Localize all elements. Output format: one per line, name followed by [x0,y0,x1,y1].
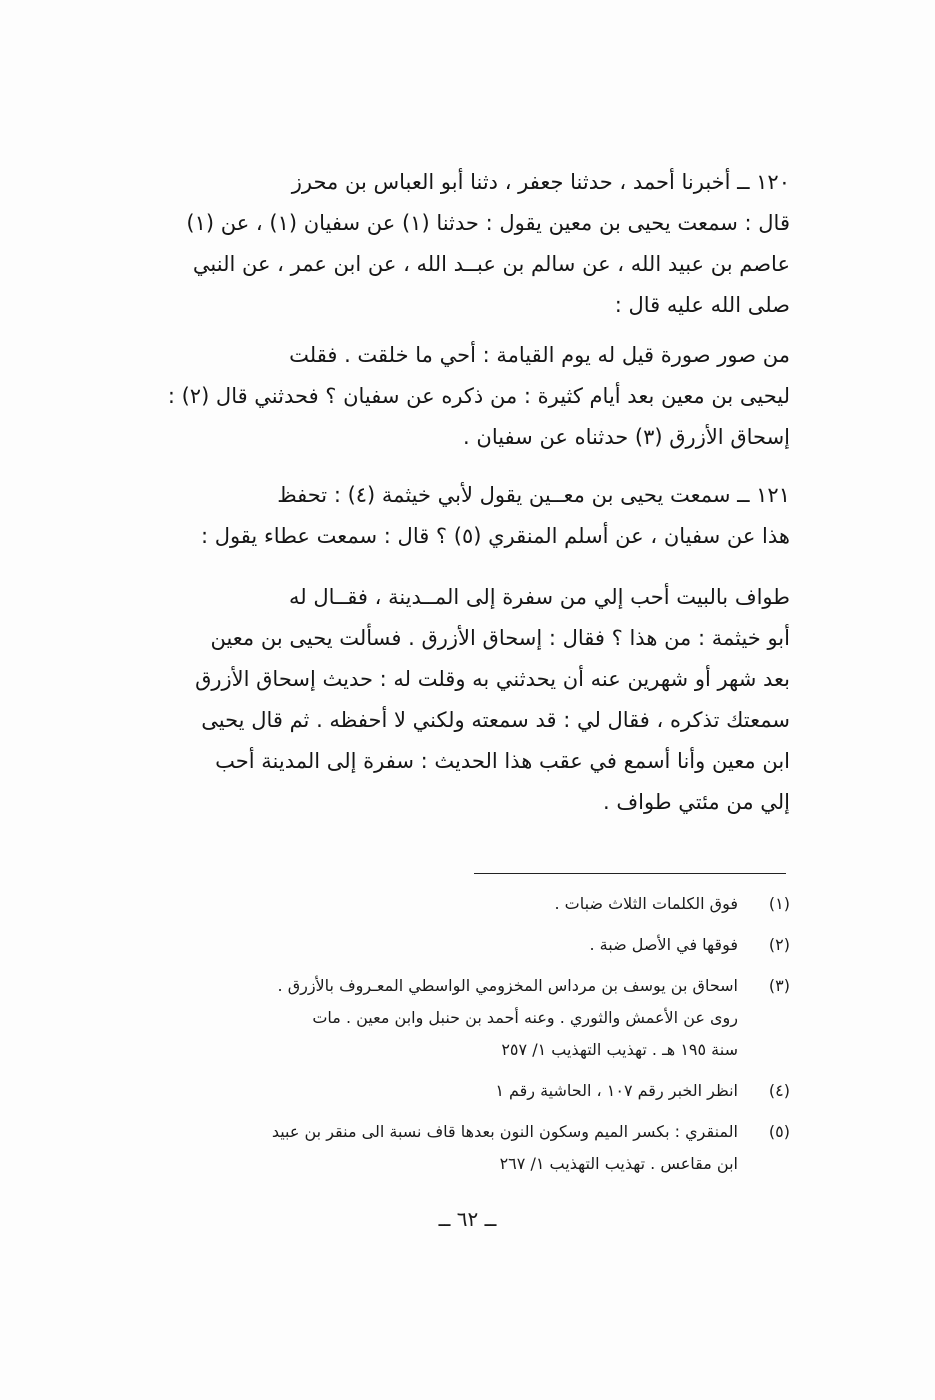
footnote-line: فوق الكلمات الثلاث ضبات . [554,894,738,913]
footnote-body [140,929,738,961]
text-line: ابن معين وأنا أسمع في عقب هذا الحديث : سفرة إلى المدينة أحب [215,749,790,773]
footnote-line: انظر الخبر رقم ١٠٧ ، الحاشية رقم ١ [495,1081,738,1100]
footnote-body [140,970,738,1066]
text-line: ليحيى بن معين بعد أيام كثيرة : من ذكره عن سفيان ؟ فحدثني قال (٢) : [167,384,790,408]
footnote-number: (٥) [768,1122,790,1141]
footnote-4 [140,1075,790,1107]
paragraph-121 [140,475,790,557]
footnote-number: (٣) [768,976,790,995]
hadith-text-1 [140,335,790,458]
text-line: سمعتك تذكره ، فقال لي : قد سمعته ولكني لا أحفظه . ثم قال يحيى [201,708,790,732]
footnote-number: (٤) [768,1081,790,1100]
footnote-line: اسحاق بن يوسف بن مرداس المخزومي الواسطي المعـروف بالأزرق . [277,976,738,995]
footnote-number: (٢) [768,935,790,954]
footnote-line: فوقها في الأصل ضبة . [589,935,738,954]
footnote-line: المنقري : بكسر الميم وسكون النون بعدها قاف نسبة الى منقر بن عبيد [271,1122,738,1141]
text-line: ١٢١ ــ سمعت يحيى بن معــين يقول لأبي خيثمة (٤) : تحفظ [277,483,790,507]
page-number: ــ ٦٢ ــ [438,1207,497,1231]
footnote-body [140,888,738,920]
text-line: من صور صورة قيل له يوم القيامة : أحي ما خلقت . فقلت [289,343,790,367]
footnote-line: ابن مقاعس . تهذيب التهذيب ١/ ٢٦٧ [499,1154,738,1173]
text-line: قال : سمعت يحيى بن معين يقول : حدثنا (١) عن سفيان (١) ، عن (١) [186,211,790,235]
footnote-line: سنة ١٩٥ هـ . تهذيب التهذيب ١/ ٢٥٧ [501,1040,738,1059]
footnote-line: روى عن الأعمش والثوري . وعنه أحمد بن حنبل وابن معين . مات [312,1008,738,1027]
text-line: ١٢٠ ــ أخبرنا أحمد ، حدثنا جعفر ، دثنا أبو العباس بن محرز [291,170,790,194]
footnote-divider [474,873,786,874]
footnote-3 [140,970,790,1066]
footnote-body [140,1075,738,1107]
footnotes [140,888,790,1189]
footnote-number: (١) [768,894,790,913]
footnote-5 [140,1116,790,1180]
text-line: إلي من مئتي طواف . [603,790,790,814]
text-line: هذا عن سفيان ، عن أسلم المنقري (٥) ؟ قال : سمعت عطاء يقول : [200,524,790,548]
text-line: طواف بالبيت أحب إلي من سفرة إلى المــدينة ، فقــال له [288,585,790,609]
text-line: عاصم بن عبيد الله ، عن سالم بن عبــد الله ، عن ابن عمر ، عن النبي [192,252,790,276]
text-line: إسحاق الأزرق (٣) حدثناه عن سفيان . [463,425,790,449]
text-line: أبو خيثمة : من هذا ؟ فقال : إسحاق الأزرق . فسألت يحيى بن معين [210,626,790,650]
text-line: بعد شهر أو شهرين عنه أن يحدثني به وقلت له : حديث إسحاق الأزرق [195,667,790,691]
footnote-2 [140,929,790,961]
paragraph-120 [140,162,790,326]
text-line: صلى الله عليه قال : [614,293,790,317]
footnote-body [140,1116,738,1180]
footnote-1 [140,888,790,920]
hadith-text-2 [140,577,790,823]
